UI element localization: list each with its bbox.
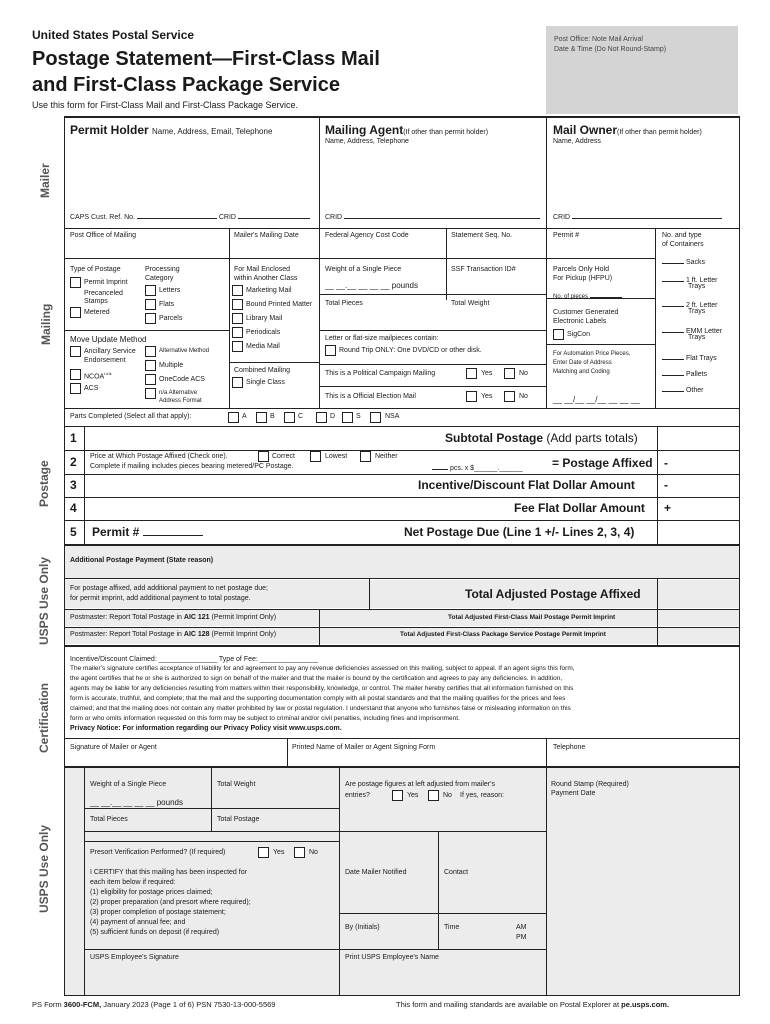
ncoa-checkbox[interactable] <box>70 369 81 380</box>
permit-holder-label: Permit Holder Name, Address, Email, Telephone <box>70 123 273 137</box>
net-postage-due-label: Net Postage Due (Line 1 +/- Lines 2, 3, 4) <box>404 525 635 539</box>
containers-pallets[interactable]: Pallets <box>662 368 707 378</box>
post-office-of-mailing-field[interactable] <box>70 242 225 256</box>
am-label: AM <box>516 924 527 931</box>
printed-name-field[interactable] <box>292 754 542 765</box>
date-notified-label: Date Mailer Notified <box>345 869 407 876</box>
multiple-label: Multiple <box>159 362 184 369</box>
line-2-minus: - <box>664 456 668 470</box>
weight-single-label: Weight of a Single Piece <box>325 266 402 273</box>
containers-label-2: of Containers <box>662 241 704 248</box>
adjusted-question-2: entries? <box>345 792 370 799</box>
part-nsa-checkbox[interactable] <box>370 412 381 423</box>
aic-121-right-label: Total Adjusted First-Class Mail Postage Permit Imprint <box>448 614 616 621</box>
bpm-checkbox[interactable] <box>232 299 243 310</box>
periodicals-label: Periodicals <box>246 329 281 336</box>
processing-category-label: Processing <box>145 266 180 273</box>
round-trip-label: Round Trip ONLY: One DVD/CD or other disk. <box>339 347 482 354</box>
presort-no-label: No <box>309 849 318 856</box>
agency-name: United States Postal Service <box>32 28 195 42</box>
auto-price-label: For Automation Price Pieces, <box>553 351 631 357</box>
part-d-label: D <box>330 413 336 420</box>
parts-completed-label: Parts Completed (Select all that apply): <box>70 413 192 420</box>
signature-field[interactable] <box>70 754 282 765</box>
ancillary-checkbox[interactable] <box>70 346 81 357</box>
part-b-label: B <box>270 413 275 420</box>
part-s-checkbox[interactable] <box>342 412 353 423</box>
incentive-claimed-line[interactable]: Incentive/Discount Claimed: _______________ Type of Fee: _______________ <box>70 656 319 663</box>
aic-121-label: Postmaster: Report Total Postage in AIC 121 (Permit Imprint Only) <box>70 614 277 621</box>
single-class-checkbox[interactable] <box>232 377 243 388</box>
permit-imprint-label: Permit Imprint <box>84 279 128 286</box>
part-a-checkbox[interactable] <box>228 412 239 423</box>
part-s-label: S <box>356 413 361 420</box>
certify-text-5: (3) proper completion of postage statement; <box>90 909 226 916</box>
line-3-minus: - <box>664 478 668 492</box>
flat-size-label: Letter or flat-size mailpieces contain: <box>325 335 439 342</box>
stamps-label: Stamps <box>84 298 108 305</box>
caps-cust-ref-label: CAPS Cust. Ref. No. CRID <box>70 211 310 221</box>
election-no-label: No <box>519 393 528 400</box>
postal-explorer-note: This form and mailing standards are available on Postal Explorer at pe.usps.com. <box>396 1000 670 1009</box>
na-alt-label: n/a Alternative <box>159 390 198 396</box>
certify-text-3: (1) eligibility for postage prices claimed; <box>90 889 213 896</box>
onecode-checkbox[interactable] <box>145 374 156 385</box>
containers-2ft-trays-b: Trays <box>688 308 706 315</box>
sigcon-label: SigCon <box>567 331 590 338</box>
mail-owner-sub: Name, Address <box>553 138 601 145</box>
certify-text-1: I CERTIFY that this mailing has been inspected for <box>90 869 247 876</box>
presort-yes-label: Yes <box>273 849 285 856</box>
neither-label: Neither <box>375 453 398 460</box>
media-mail-label: Media Mail <box>246 343 280 350</box>
section-label-usps-use-only: USPS Use Only <box>37 556 51 645</box>
total-weight-label: Total Weight <box>451 300 490 307</box>
election-yes-label: Yes <box>481 393 493 400</box>
certify-text-4: (2) proper preparation (and presort where required); <box>90 899 251 906</box>
part-c-label: C <box>298 413 304 420</box>
letters-checkbox[interactable] <box>145 285 156 296</box>
post-office-of-mailing-label: Post Office of Mailing <box>70 232 137 239</box>
permit-holder-field[interactable] <box>70 140 314 206</box>
combined-mailing-label: Combined Mailing <box>234 367 291 374</box>
section-label-postage: Postage <box>37 460 51 507</box>
periodicals-checkbox[interactable] <box>232 327 243 338</box>
line-1-number: 1 <box>70 431 77 445</box>
telephone-label: Telephone <box>553 744 586 751</box>
media-mail-checkbox[interactable] <box>232 341 243 352</box>
part-a-label: A <box>242 413 247 420</box>
parcels-hfpu-label-2: For Pickup (HFPU) <box>553 275 613 282</box>
hfpu-pieces-field[interactable]: No. of pieces <box>553 290 622 300</box>
type-of-postage-label: Type of Postage <box>70 266 121 273</box>
form-subtitle: Use this form for First-Class Mail and First-Class Package Service. <box>32 100 299 110</box>
aic-128-right-label: Total Adjusted First-Class Package Service Postage Permit Imprint <box>400 631 606 638</box>
privacy-notice: Privacy Notice: For information regarding our Privacy Policy visit www.usps.com. <box>70 725 342 732</box>
na-alt-checkbox[interactable] <box>145 388 156 399</box>
processing-category-label-2: Category <box>145 275 174 282</box>
form-title-line1: Postage Statement—First-Class Mail <box>32 48 380 70</box>
containers-1ft-trays[interactable]: 1 ft. Letter <box>662 274 717 284</box>
affixed-note-2: for permit imprint, add additional payment to total postage. <box>70 595 251 602</box>
usps-total-postage-label: Total Postage <box>217 816 260 823</box>
metered-note: Complete if mailing includes pieces bearing metered/PC Postage. <box>90 463 294 470</box>
owner-crid-label: CRID <box>553 211 722 221</box>
agent-crid-label: CRID <box>325 211 540 221</box>
by-initials-label: By (Initials) <box>345 924 380 931</box>
postal-explorer-link[interactable]: pe.usps.com. <box>621 1000 670 1009</box>
payment-date-label: Payment Date <box>551 790 596 797</box>
certification-text-4: form is accurate, truthful, and complete; that the mail and the supporting documentation comply with all postal standards and that the mailing qualifies for the prices and fees <box>70 695 566 702</box>
letters-label: Letters <box>159 287 181 294</box>
part-nsa-label: NSA <box>385 413 400 420</box>
post-office-note-2: Date & Time (Do Not Round-Stamp) <box>554 46 667 53</box>
certification-text-3: agents may be liable for any deficiencies resulting from matters within their responsibility, knowledge, or control. The mailer hereby certifies that all information furnished on this <box>70 685 574 692</box>
containers-emm[interactable]: EMM Letter <box>662 325 722 335</box>
auto-price-label-2: Enter Date of Address <box>553 360 612 366</box>
permit-imprint-checkbox[interactable] <box>70 277 81 288</box>
marketing-mail-label: Marketing Mail <box>246 287 292 294</box>
ancillary-label-2: Endorsement <box>84 357 126 364</box>
mailing-agent-label: Mailing Agent(If other than permit holder) <box>325 123 489 137</box>
precanceled-label: Precanceled <box>84 290 123 297</box>
containers-label: No. and type <box>662 232 702 239</box>
subtotal-postage-label: Subtotal Postage (Add parts totals) <box>445 431 638 445</box>
certification-text-2: the agent certifies that he or she is authorized to sign on behalf of the mailer and that the mailer is bound by the certification and agrees to pay any deficiencies. In addition, <box>70 675 563 682</box>
form-number: PS Form 3600-FCM, January 2023 (Page 1 of 6) PSN 7530-13-000-5569 <box>32 1000 276 1009</box>
total-pieces-label: Total Pieces <box>325 300 363 307</box>
part-b-checkbox[interactable] <box>256 412 267 423</box>
mailing-date-label: Mailer's Mailing Date <box>234 232 299 239</box>
acs-label: ACS <box>84 385 99 392</box>
usps-weight-label: Weight of a Single Piece <box>90 781 167 788</box>
additional-payment-label: Additional Postage Payment (State reason) <box>70 557 214 564</box>
containers-1ft-trays-b: Trays <box>688 283 706 290</box>
flats-label: Flats <box>159 301 175 308</box>
statement-seq-label: Statement Seq. No. <box>451 232 513 239</box>
alt-method-label: Alternative Method <box>159 348 210 354</box>
neither-checkbox[interactable] <box>360 451 371 462</box>
employee-name-label: Print USPS Employee's Name <box>345 954 439 961</box>
ssf-transaction-label: SSF Transaction ID# <box>451 266 516 273</box>
usps-total-pieces-label: Total Pieces <box>90 816 128 823</box>
pcs-field[interactable]: pcs. x $______.______ <box>432 462 523 472</box>
acs-checkbox[interactable] <box>70 383 81 394</box>
employee-signature-label: USPS Employee's Signature <box>90 954 179 961</box>
containers-2ft-trays[interactable]: 2 ft. Letter <box>662 299 717 309</box>
flats-checkbox[interactable] <box>145 299 156 310</box>
certify-text-7: (5) sufficient funds on deposit (if required) <box>90 929 220 936</box>
certification-text-1: The mailer's signature certifies acceptance of liability for and agreement to pay any revenue deficiencies assessed on this mailing, subject to appeal. If an agent signs this form, <box>70 665 575 672</box>
ancillary-label: Ancillary Service <box>84 348 136 355</box>
certify-text-6: (4) payment of annual fee; and <box>90 919 186 926</box>
correct-checkbox[interactable] <box>258 451 269 462</box>
aic-128-label: Postmaster: Report Total Postage in AIC 128 (Permit Imprint Only) <box>70 631 277 638</box>
parcels-label: Parcels <box>159 315 183 322</box>
permit-number-label: Permit # <box>553 232 580 239</box>
part-c-checkbox[interactable] <box>284 412 295 423</box>
line-3-number: 3 <box>70 478 77 492</box>
section-label-usps-use-only-2: USPS Use Only <box>37 824 51 913</box>
incentive-discount-label: Incentive/Discount Flat Dollar Amount <box>418 478 635 492</box>
cust-gen-label-2: Electronic Labels <box>553 318 607 325</box>
presort-yes-checkbox[interactable] <box>258 847 269 858</box>
usps-weight-field[interactable]: __ __.__ __ __ __ pounds <box>90 798 183 807</box>
line-4-plus: + <box>664 501 672 515</box>
certify-text-2: each item below if required: <box>90 879 176 886</box>
adjusted-no-label: No <box>443 792 452 799</box>
cust-gen-label: Customer Generated <box>553 309 619 316</box>
presort-no-checkbox[interactable] <box>294 847 305 858</box>
pm-label: PM <box>516 934 527 941</box>
move-update-label: Move Update Method <box>70 335 147 344</box>
parcels-checkbox[interactable] <box>145 313 156 324</box>
presort-label: Presort Verification Performed? (If required) <box>90 849 226 856</box>
adjusted-reason-label: If yes, reason: <box>460 792 504 799</box>
telephone-field[interactable] <box>553 754 735 765</box>
mailing-agent-sub: Name, Address, Telephone <box>325 138 409 145</box>
federal-agency-label: Federal Agency Cost Code <box>325 232 409 239</box>
auto-price-date-field[interactable]: __ __/__ __/__ __ __ __ <box>553 395 640 404</box>
printed-name-label: Printed Name of Mailer or Agent Signing Form <box>292 744 436 751</box>
line-4-number: 4 <box>70 501 77 515</box>
section-label-mailing: Mailing <box>39 303 53 345</box>
containers-flat-trays[interactable]: Flat Trays <box>662 352 717 362</box>
alt-method-checkbox[interactable] <box>145 346 156 357</box>
certification-text-6: form or who omits information requested on this form may be subject to criminal and/or civil penalties, including fines and imprisonment. <box>70 715 460 722</box>
affixed-note: For postage affixed, add additional payment to net postage due; <box>70 585 268 592</box>
election-no-checkbox[interactable] <box>504 391 515 402</box>
mailing-agent-field[interactable] <box>325 150 541 206</box>
round-stamp-label: Round Stamp (Required) <box>551 781 629 788</box>
correct-label: Correct <box>272 453 295 460</box>
adjusted-yes-label: Yes <box>407 792 419 799</box>
time-label: Time <box>444 924 460 931</box>
part-d-checkbox[interactable] <box>316 412 327 423</box>
line-2-number: 2 <box>70 455 77 469</box>
adjusted-question: Are postage figures at left adjusted from mailer's <box>345 781 495 788</box>
post-office-note: Post Office: Note Mail Arrival <box>554 36 643 43</box>
multiple-checkbox[interactable] <box>145 360 156 371</box>
weight-single-field[interactable]: __ __.__ __ __ __ pounds <box>325 281 418 290</box>
signature-label: Signature of Mailer or Agent <box>70 744 157 751</box>
bpm-label: Bound Printed Matter <box>246 301 313 308</box>
political-no-label: No <box>519 370 528 377</box>
containers-other[interactable]: Other <box>662 384 703 394</box>
marketing-mail-checkbox[interactable] <box>232 285 243 296</box>
containers-sacks[interactable]: Sacks <box>662 256 705 266</box>
contact-label: Contact <box>444 869 469 876</box>
auto-price-label-3: Matching and Coding <box>553 369 610 375</box>
library-mail-label: Library Mail <box>246 315 283 322</box>
section-label-mailer: Mailer <box>38 163 52 198</box>
containers-emm-b: Trays <box>688 334 706 341</box>
enclosed-label: For Mail Enclosed <box>234 266 291 273</box>
political-yes-checkbox[interactable] <box>466 368 477 379</box>
metered-label: Metered <box>84 309 110 316</box>
section-label-certification: Certification <box>37 682 51 753</box>
mail-owner-label: Mail Owner(If other than permit holder) <box>553 123 702 137</box>
ncoa-label: $NCOA^{Link}$ <box>84 371 112 381</box>
enclosed-label-2: within Another Class <box>234 275 298 282</box>
election-label: This is a Official Election Mail <box>325 393 416 400</box>
total-adjusted-affixed-label: Total Adjusted Postage Affixed <box>465 587 641 601</box>
certification-text-5: claimed; and that the mailing does not contain any matter prohibited by law or postal regulation. I understand that anyone who furnishes false or misleading information on this <box>70 705 571 712</box>
metered-checkbox[interactable] <box>70 307 81 318</box>
single-class-label: Single Class <box>246 379 285 386</box>
subtotal-postage-field[interactable] <box>659 428 737 448</box>
political-no-checkbox[interactable] <box>504 368 515 379</box>
adjusted-yes-checkbox[interactable] <box>392 790 403 801</box>
permit-number-line5[interactable]: Permit # <box>92 525 203 539</box>
na-alt-label-2: Address Format <box>159 398 202 404</box>
fee-flat-label: Fee Flat Dollar Amount <box>514 501 645 515</box>
lowest-checkbox[interactable] <box>310 451 321 462</box>
onecode-label: OneCode ACS <box>159 376 205 383</box>
adjusted-no-checkbox[interactable] <box>428 790 439 801</box>
library-mail-checkbox[interactable] <box>232 313 243 324</box>
political-label: This is a Political Campaign Mailing <box>325 370 436 377</box>
election-yes-checkbox[interactable] <box>466 391 477 402</box>
mail-owner-field[interactable] <box>553 150 733 206</box>
sigcon-checkbox[interactable] <box>553 329 564 340</box>
postage-affixed-label: = Postage Affixed <box>552 456 653 470</box>
lowest-label: Lowest <box>325 453 348 460</box>
form-title-line2: and First-Class Package Service <box>32 74 340 96</box>
political-yes-label: Yes <box>481 370 493 377</box>
usps-total-weight-label: Total Weight <box>217 781 256 788</box>
line-5-number: 5 <box>70 525 77 539</box>
parcels-hfpu-label: Parcels Only Hold <box>553 266 610 273</box>
price-affixed-label: Price at Which Postage Affixed (Check one). <box>90 453 228 460</box>
round-trip-checkbox[interactable] <box>325 345 336 356</box>
